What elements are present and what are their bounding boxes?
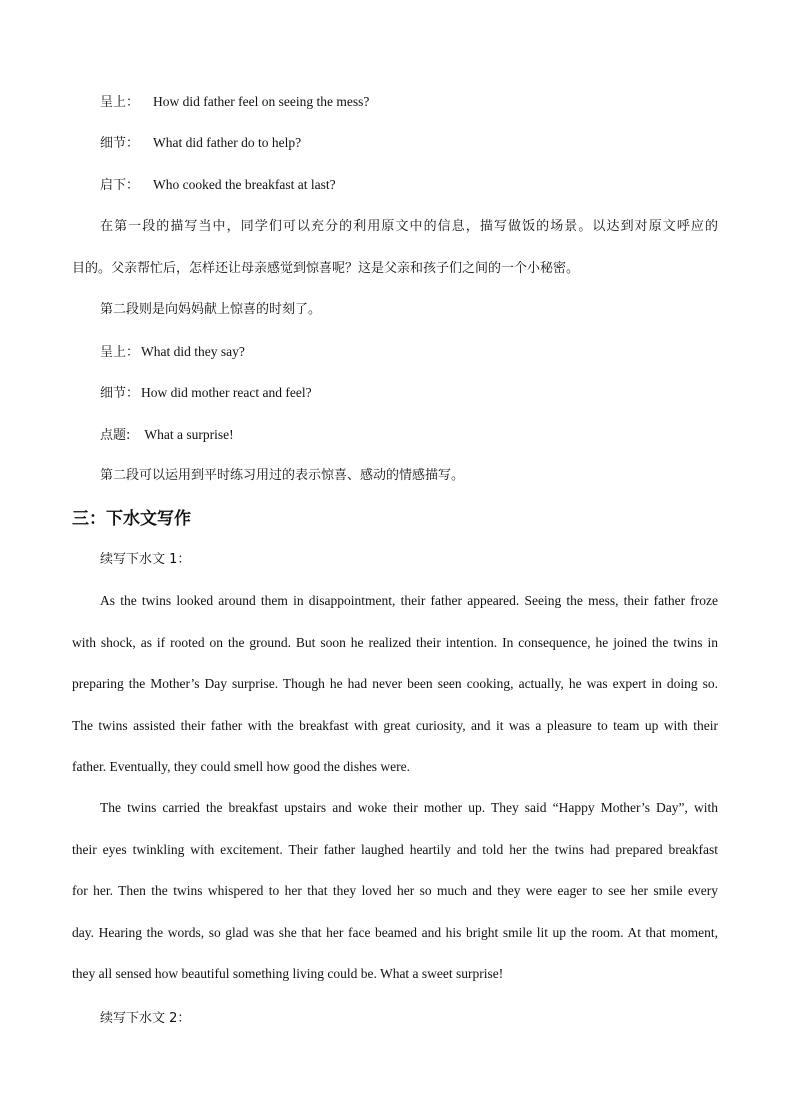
- outline2-item-3: [100, 426, 234, 445]
- sample1-paragraph-2: [72, 787, 718, 995]
- outline-question: What did father do to help?: [153, 135, 302, 150]
- text-line: As the twins looked around them in disappointment, their father appeared. Seeing the mess, their father froze: [100, 593, 718, 608]
- text-line: with shock, as if rooted on the ground. But soon he realized their intention. In consequence, he joined the twins in: [72, 634, 718, 650]
- outline-label: 点题:: [100, 428, 131, 443]
- text-line: for her. Then the twins whispered to her that they loved her so much and they were eager to see her smile every: [72, 883, 718, 898]
- text-line: The twins assisted their father with the breakfast with great curiosity, and it was a pleasure to team up with their: [72, 717, 718, 733]
- text-line: they all sensed how beautiful something living could be. What a sweet surprise!: [72, 966, 504, 981]
- text-line: father. Eventually, they could smell how good the dishes were.: [72, 759, 411, 774]
- paragraph-cn1-line2: 目的。父亲帮忙后，怎样还让母亲感觉到惊喜呢？这是父亲和孩子们之间的一个小秘密。: [72, 261, 580, 276]
- outline2-item-1: [100, 343, 245, 362]
- text-line: day. Hearing the words, so glad was she that her face beamed and his bright smile lit up the room. At that moment,: [72, 924, 718, 940]
- sample2-label: 续写下水文 2：: [100, 1011, 191, 1026]
- outline1-item-3: [100, 176, 336, 195]
- outline-question: How did mother react and feel?: [141, 385, 312, 400]
- outline2-item-2: [100, 384, 312, 403]
- outline-question: How did father feel on seeing the mess?: [153, 94, 370, 109]
- outline-question: What did they say?: [141, 344, 245, 359]
- outline1-item-2: [100, 134, 301, 153]
- outline-label: 呈上：: [100, 345, 140, 360]
- text-line: preparing the Mother’s Day surprise. Though he had never been seen cooking, actually, he was expert in doing so.: [72, 676, 718, 691]
- outline-label: 启下：: [100, 178, 140, 193]
- text-line: The twins carried the breakfast upstairs and woke their mother up. They said “Happy Mother’s Day”, with: [100, 800, 718, 815]
- outline-label: 细节：: [100, 386, 140, 401]
- sample1-label: 续写下水文 1：: [100, 552, 191, 567]
- outline-question: What a surprise!: [144, 427, 234, 442]
- outline-question: Who cooked the breakfast at last?: [153, 177, 336, 192]
- section-heading: 三：下水文写作: [72, 509, 191, 529]
- outline-label: 细节：: [100, 136, 140, 151]
- paragraph-cn2: 第二段则是向妈妈献上惊喜的时刻了。: [100, 302, 322, 317]
- text-line: their eyes twinkling with excitement. Their father laughed heartily and told her the twins had prepared breakfast: [72, 841, 718, 857]
- paragraph-cn3: 第二段可以运用到平时练习用过的表示惊喜、感动的情感描写。: [100, 468, 465, 483]
- sample1-paragraph-1: [72, 580, 718, 788]
- paragraph-cn1-line1: 在第一段的描写当中，同学们可以充分的利用原文中的信息，描写做饭的场景。以达到对原文呼应的: [100, 219, 718, 234]
- outline-label: 呈上：: [100, 95, 140, 110]
- outline1-item-1: [100, 93, 369, 112]
